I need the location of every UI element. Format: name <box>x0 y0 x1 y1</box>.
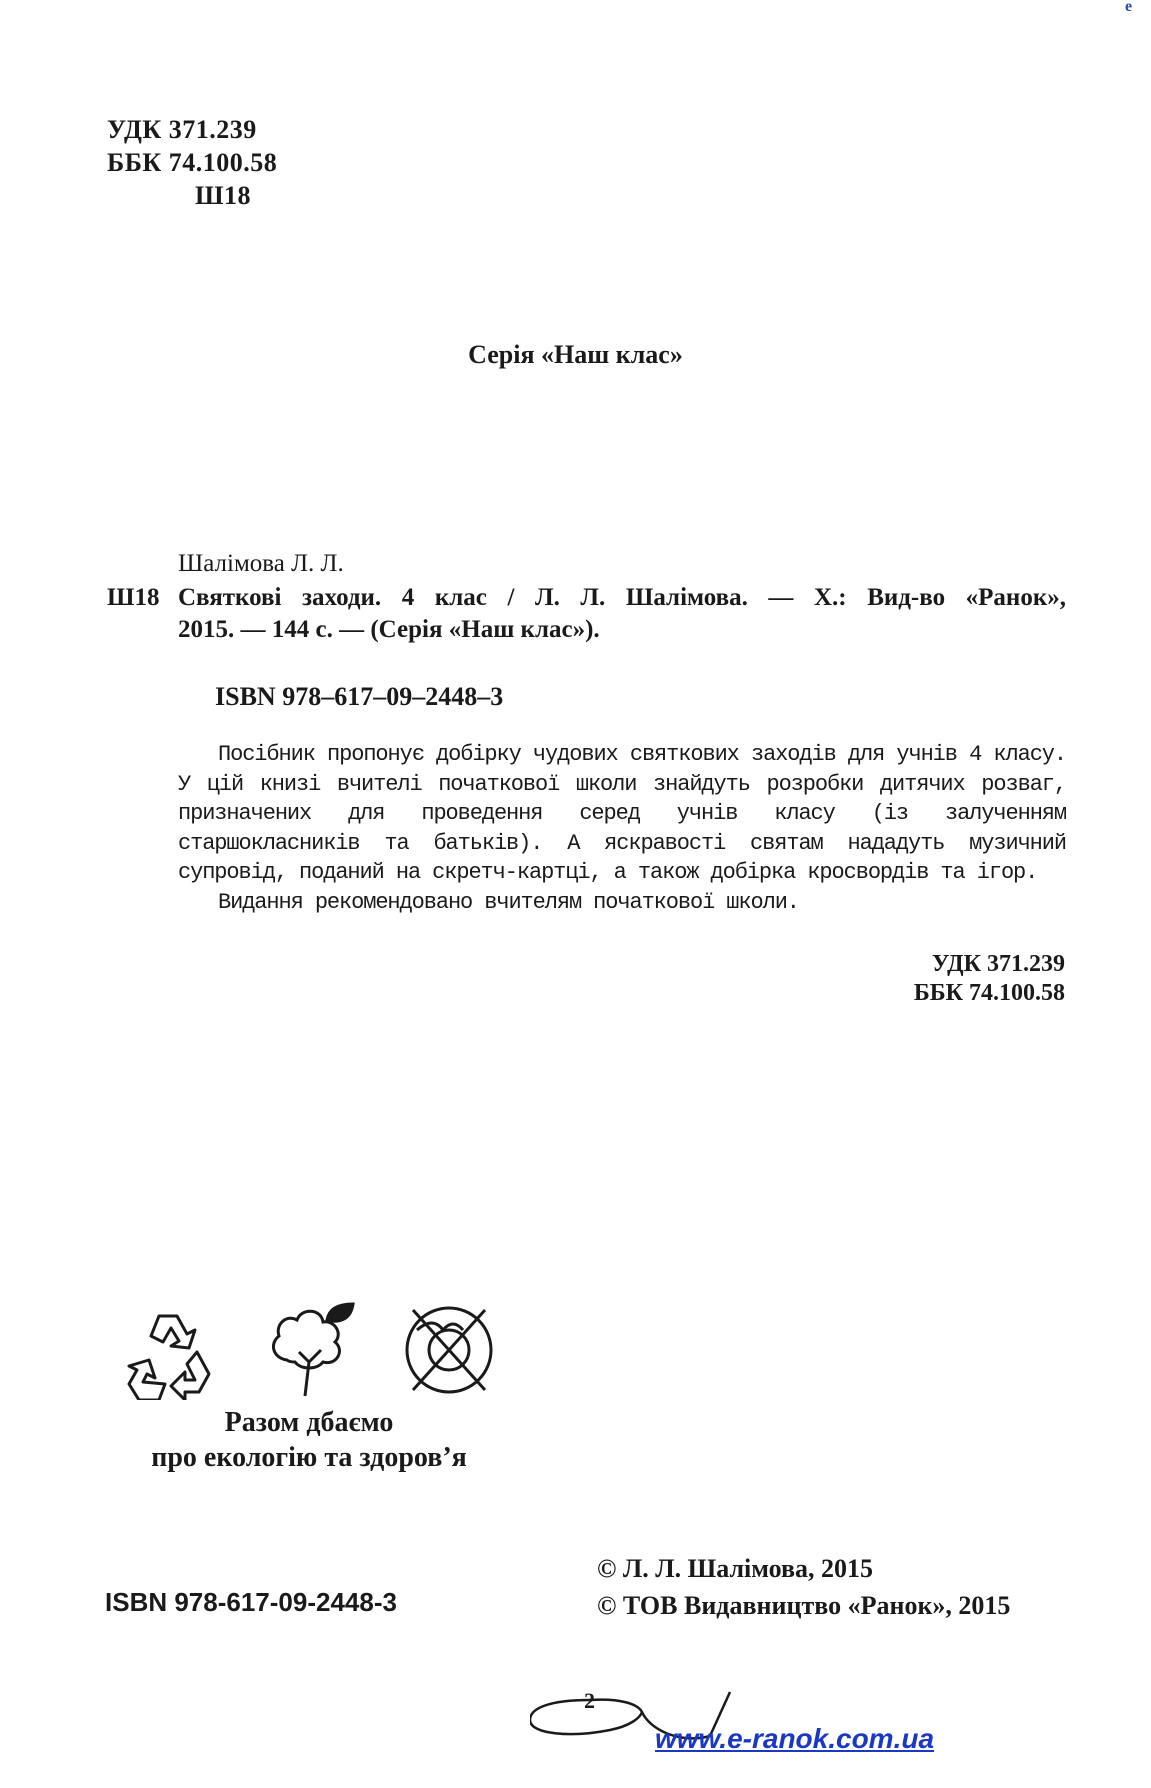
website-link[interactable]: www.e-ranok.com.ua <box>655 1723 935 1754</box>
recycle-icon <box>129 1316 209 1400</box>
catalog-line-1: Святкові заходи. 4 клас / Л. Л. Шалімова. — Х.: Вид-во «Ранок», <box>178 584 1066 611</box>
abstract-paragraph-1: Посібник пропонує добірку чудових святкових заходів для учнів 4 класу. У цій книзі вчителі початкової школи знайдуть розробки дитячих розваг, призначених для проведення серед учнів класу (із залученням старшокласників та батьків). А яскравості святам нададуть музичний супровід, поданий на скретч-картці, а також добірка кросвордів та ігор. <box>178 742 1066 885</box>
isbn-bottom: ISBN 978-617-09-2448-3 <box>105 1587 397 1617</box>
classification-right <box>914 950 1065 1008</box>
copyright-block <box>597 1550 1010 1624</box>
no-waste-icon <box>407 1308 491 1392</box>
udk-right: УДК 371.239 <box>931 951 1065 977</box>
udk-top: УДК 371.239 <box>107 115 257 144</box>
catalog-line-2: 2015. — 144 с. — (Серія «Наш клас»). <box>178 616 600 643</box>
copyright-author: © Л. Л. Шалімова, 2015 <box>597 1554 874 1583</box>
series-title: Серія «Наш клас» <box>468 340 683 369</box>
catalog-code: Ш18 <box>107 584 160 611</box>
eco-caption-line-1: Разом дбаємо <box>224 1407 394 1438</box>
corner-mark: e <box>1125 0 1133 15</box>
tree-icon <box>273 1304 353 1396</box>
bbk-top: ББК 74.100.58 <box>107 148 278 177</box>
copyright-publisher: © ТОВ Видавництво «Ранок», 2015 <box>597 1591 1011 1620</box>
abstract <box>178 740 1066 917</box>
eco-icons-svg <box>125 1300 505 1400</box>
eco-icons <box>125 1300 505 1405</box>
catalog-author: Шалімова Л. Л. <box>178 550 344 577</box>
catalog-isbn: ISBN 978–617–09–2448–3 <box>215 682 504 711</box>
bbk-right: ББК 74.100.58 <box>913 980 1065 1006</box>
abstract-paragraph-2: Видання рекомендовано вчителям початкової школи. <box>218 889 799 915</box>
eco-caption-line-2: про екологію та здоров’я <box>151 1442 467 1473</box>
eco-caption <box>104 1405 514 1475</box>
page-number: 2 <box>584 1688 595 1713</box>
author-code-top: Ш18 <box>195 181 252 210</box>
